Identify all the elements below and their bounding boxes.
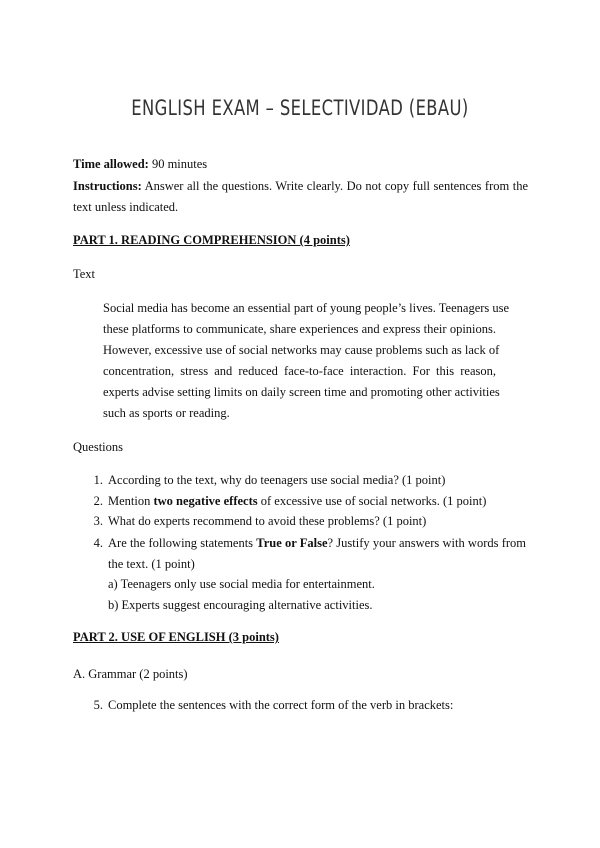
part2-heading: PART 2. USE OF ENGLISH (3 points)	[73, 630, 279, 644]
passage-line: such as sports or reading.	[103, 406, 230, 420]
question-5-text: Complete the sentences with the correct form of the verb in brackets:	[108, 698, 454, 712]
question-4-number: 4.	[93, 536, 103, 550]
question-2-post: of excessive use of social networks. (1 point)	[257, 494, 487, 508]
question-2-pre: Mention	[108, 494, 154, 508]
passage-line: concentration, stress and reduced face-to-face interaction. For this reason,	[103, 364, 496, 378]
passage-line: these platforms to communicate, share experiences and express their opinions.	[103, 322, 496, 336]
question-3-text: What do experts recommend to avoid these problems? (1 point)	[108, 514, 427, 528]
passage-line: However, excessive use of social networks may cause problems such as lack of	[103, 343, 500, 357]
question-4-statement-b: b) Experts suggest encouraging alternative activities.	[108, 598, 373, 612]
question-4-post: ? Justify your answers with words from	[327, 536, 526, 550]
time-allowed-line	[73, 157, 528, 172]
instructions-line-2: text unless indicated.	[73, 200, 179, 214]
instructions-line-1	[73, 179, 528, 194]
question-4-line-2: the text. (1 point)	[108, 557, 195, 571]
question-5-number: 5.	[93, 698, 103, 712]
question-4-statement-a: a) Teenagers only use social media for entertainment.	[108, 577, 375, 591]
time-allowed-label: Time allowed:	[73, 157, 149, 171]
question-2-number: 2.	[93, 494, 103, 508]
question-2-emphasis: two negative effects	[153, 494, 258, 508]
part1-heading: PART 1. READING COMPREHENSION (4 points)	[73, 233, 350, 247]
passage-line: experts advise setting limits on daily screen time and promoting other activities	[103, 385, 500, 399]
text-label: Text	[73, 267, 96, 281]
grammar-label: A. Grammar (2 points)	[73, 667, 188, 681]
reading-passage	[103, 298, 510, 424]
question-4-pre: Are the following statements	[108, 536, 257, 550]
question-2-text	[108, 494, 486, 509]
passage-line: Social media has become an essential part of young people’s lives. Teenagers use	[103, 301, 510, 315]
question-1-text: According to the text, why do teenagers use social media? (1 point)	[108, 473, 446, 487]
exam-title: ENGLISH EXAM – SELECTIVIDAD (EBAU)	[131, 96, 469, 120]
question-3-number: 3.	[93, 514, 103, 528]
instructions-text-1: Answer all the questions. Write clearly. Do not copy full sentences from the	[141, 179, 528, 193]
questions-label: Questions	[73, 440, 123, 454]
question-4-text	[108, 536, 526, 551]
time-allowed-value: 90 minutes	[148, 157, 208, 171]
instructions-label: Instructions:	[73, 179, 142, 193]
question-1-number: 1.	[93, 473, 103, 487]
question-4-emphasis: True or False	[256, 536, 328, 550]
